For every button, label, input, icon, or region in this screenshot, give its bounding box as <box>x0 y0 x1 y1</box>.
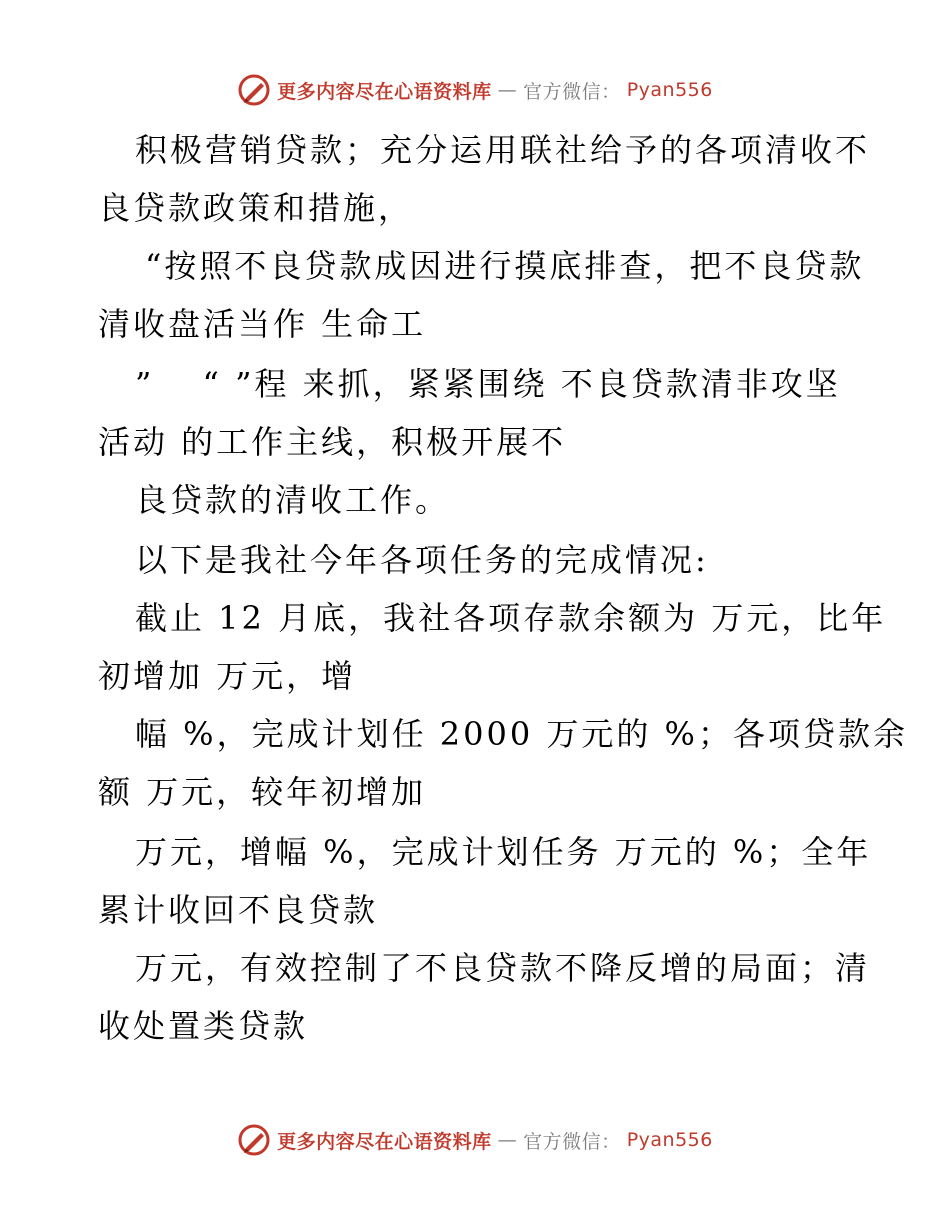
banner-title: 更多内容尽在心语资料库 <box>277 1130 492 1153</box>
pen-logo-icon <box>237 1123 271 1157</box>
body-line: ” “ ”程 来抓，紧紧围绕 不良贷款清非攻坚 <box>135 365 841 403</box>
banner-contact: Pyan556 <box>626 79 713 101</box>
footer-banner <box>0 1120 950 1160</box>
body-line: 以下是我社今年各项任务的完成情况: <box>135 541 709 579</box>
body-line: 万元，增幅 %，完成计划任务 万元的 %；全年 <box>135 833 872 871</box>
body-line: 额 万元，较年初增加 <box>98 773 427 811</box>
body-line: 收处置类贷款 <box>98 1007 309 1045</box>
banner-label: 官方微信： <box>523 1130 621 1153</box>
body-line: 活动 的工作主线，积极开展不 <box>98 423 567 461</box>
body-line: 初增加 万元，增 <box>98 657 357 695</box>
body-line: 截止 12 月底，我社各项存款余额为 万元，比年 <box>135 599 887 637</box>
banner-contact: Pyan556 <box>626 1129 713 1151</box>
body-line: 良贷款政策和措施， <box>98 189 414 227</box>
header-banner <box>0 70 950 110</box>
body-line: 清收盘活当作 生命工 <box>98 305 427 343</box>
banner-separator: — <box>497 1129 518 1151</box>
body-line: 幅 %，完成计划任 2000 万元的 %；各项贷款余 <box>135 715 908 753</box>
body-line: 累计收回不良贷款 <box>98 891 379 929</box>
banner-title: 更多内容尽在心语资料库 <box>277 80 492 103</box>
banner-separator: — <box>497 79 518 101</box>
body-line: “按照不良贷款成因进行摸底排查，把不良贷款 <box>145 247 865 285</box>
body-line: 积极营销贷款；充分运用联社给予的各项清收不 <box>135 131 871 169</box>
pen-logo-icon <box>237 73 271 107</box>
body-line: 万元，有效控制了不良贷款不降反增的局面；清 <box>135 949 871 987</box>
body-line: 良贷款的清收工作。 <box>135 481 451 519</box>
banner-label: 官方微信： <box>523 80 621 103</box>
